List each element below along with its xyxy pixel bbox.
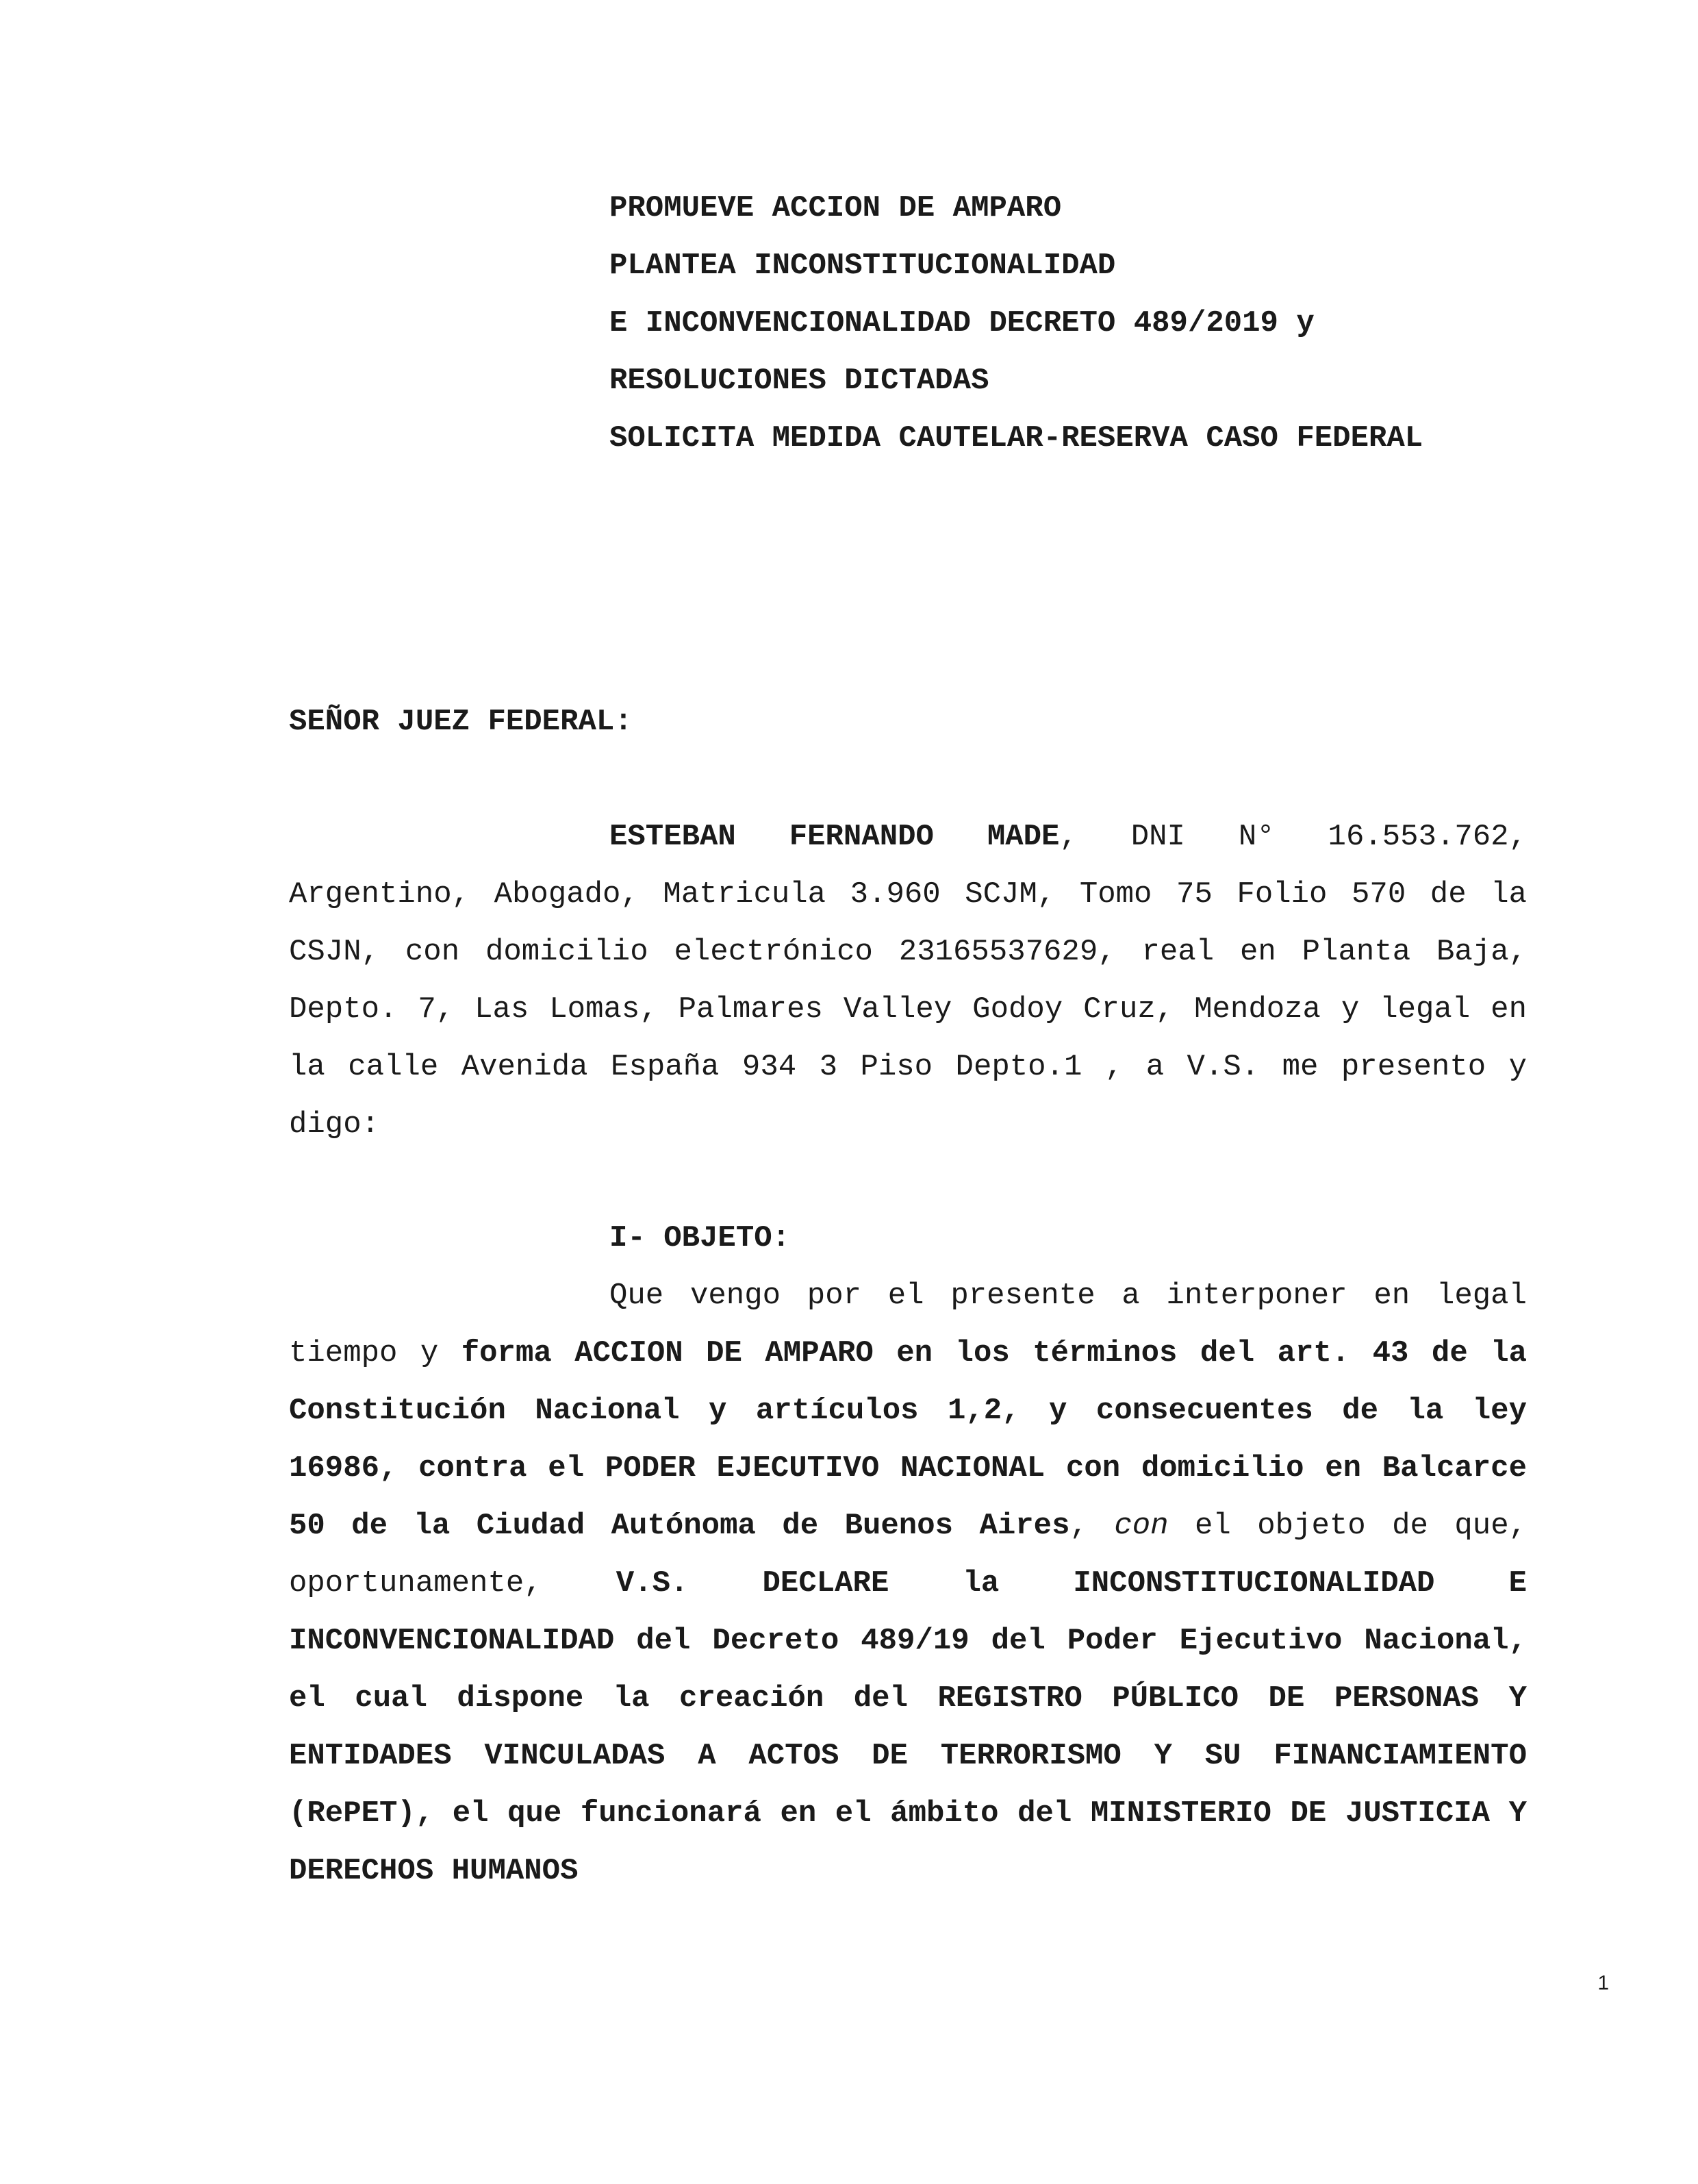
title-line-3: E INCONVENCIONALIDAD DECRETO 489/2019 y xyxy=(609,306,1315,340)
presentation-paragraph xyxy=(289,808,1527,1153)
title-line-1: PROMUEVE ACCION DE AMPARO xyxy=(609,191,1062,225)
title-block xyxy=(609,179,1423,467)
presenter-name: ESTEBAN FERNANDO MADE xyxy=(609,820,1060,854)
objeto-segment-5: el objeto de que, oportunamente, xyxy=(289,1509,1528,1601)
objeto-segment-1: Que vengo por el presente a interponer en legal tiempo y xyxy=(289,1279,1527,1370)
objeto-paragraph xyxy=(289,1267,1527,1900)
objeto-segment-6: V.S. DECLARE la INCONSTITUCIONALIDAD E INCONVENCIONALIDAD del Decreto 489/19 del Poder Ejecutivo Nacional, el cual dispone la creación del REGISTRO PÚBLICO DE PERSONAS Y ENTIDADES VINCULADAS A ACTOS DE TERRORISMO Y SU FINANCIAMIENTO (RePET), el que funcionará en el ámbito del MINISTERIO DE JUSTICIA Y DERECHOS HUMANOS xyxy=(289,1566,1527,1888)
objeto-segment-3: , xyxy=(1069,1509,1115,1543)
section-heading-objeto: I- OBJETO: xyxy=(609,1221,791,1255)
page-number: 1 xyxy=(1597,1972,1609,1994)
title-line-4: RESOLUCIONES DICTADAS xyxy=(609,364,989,398)
objeto-segment-4: con xyxy=(1114,1509,1169,1543)
title-line-2: PLANTEA INCONSTITUCIONALIDAD xyxy=(609,249,1116,283)
presentation-text: , DNI N° 16.553.762, Argentino, Abogado, Matricula 3.960 SCJM, Tomo 75 Folio 570 de la CSJN, con domicilio electrónico 23165537629, real en Planta Baja, Depto. 7, Las Lomas, Palmares Valley Godoy Cruz, Mendoza y legal en la calle Avenida España 934 3 Piso Depto.1 , a V.S. me presento y digo: xyxy=(289,820,1527,1142)
addressee: SEÑOR JUEZ FEDERAL: xyxy=(289,705,633,739)
title-line-5: SOLICITA MEDIDA CAUTELAR-RESERVA CASO FEDERAL xyxy=(609,421,1423,455)
objeto-segment-2: forma ACCION DE AMPARO en los términos del art. 43 de la Constitución Nacional y artículos 1,2, y consecuentes de la ley 16986, contra el PODER EJECUTIVO NACIONAL con domicilio en Balcarce 50 de la Ciudad Autónoma de Buenos Aires xyxy=(289,1336,1527,1543)
